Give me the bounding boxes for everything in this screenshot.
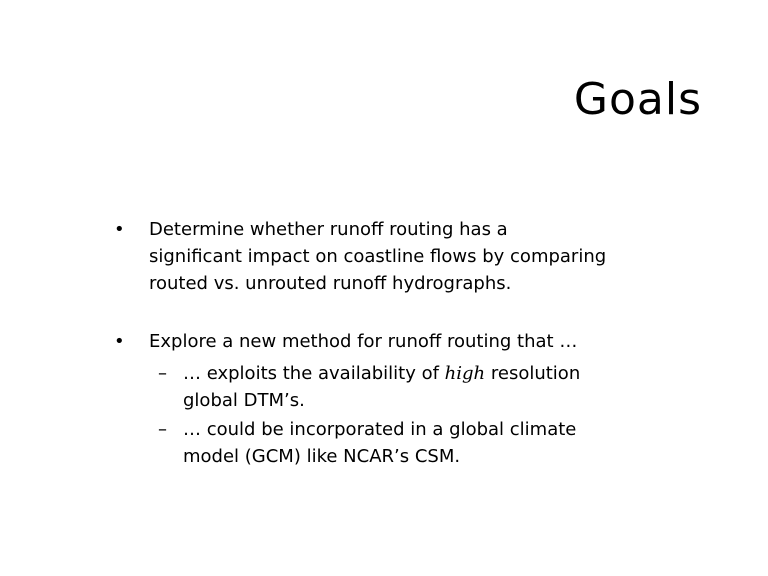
sub-item-high-resolution (183, 360, 643, 414)
sub-item-line: … could be incorporated in a global climate (183, 419, 577, 440)
sub-item-line: model (GCM) like NCAR’s CSM. (183, 446, 461, 467)
bullet-marker: • (114, 219, 125, 240)
sub-item-gcm (183, 416, 643, 470)
slide-title: Goals (573, 74, 702, 125)
sub-item-text: … exploits the availability of (183, 363, 445, 384)
bullet-line: significant impact on coastline flows by comparing (149, 246, 607, 267)
sub-bullet-marker: – (158, 363, 167, 384)
sub-item-text: resolution (485, 363, 581, 384)
bullet-marker: • (114, 331, 125, 352)
sub-item-line: global DTM’s. (183, 390, 305, 411)
bullet-item-routing-impact (149, 216, 669, 297)
sub-item-line (183, 360, 643, 387)
bullet-line: routed vs. unrouted runoff hydrographs. (149, 273, 512, 294)
emphasis-text: high (444, 363, 486, 384)
bullet-item-new-method (149, 328, 669, 355)
bullet-line: Explore a new method for runoff routing that … (149, 331, 578, 352)
bullet-line: Determine whether runoff routing has a (149, 219, 508, 240)
sub-bullet-marker: – (158, 419, 167, 440)
